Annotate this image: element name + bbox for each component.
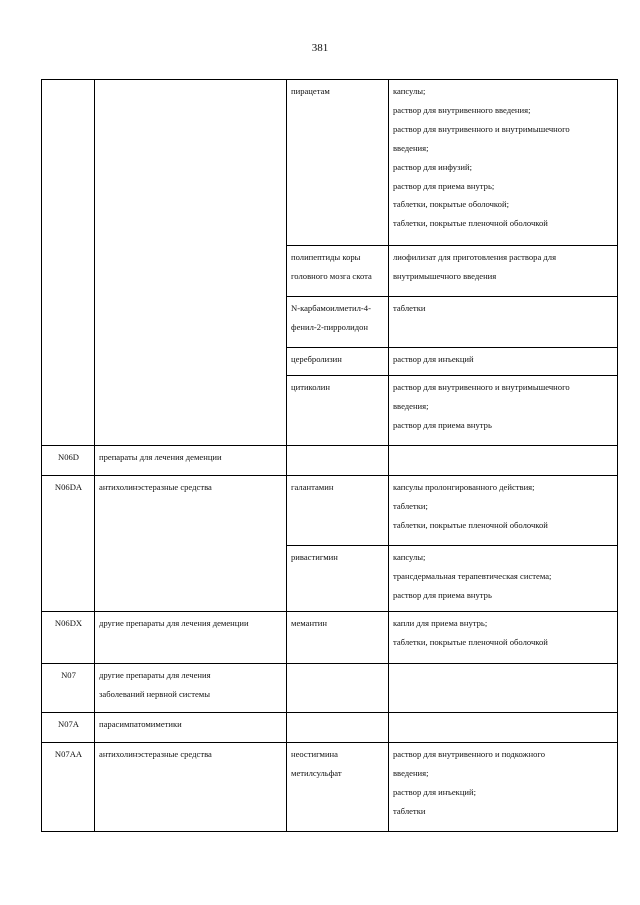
group-name: парасимпатомиметики	[99, 719, 182, 729]
group-name: препараты для лечения деменции	[99, 452, 222, 462]
drug-name: ривастигмин	[291, 552, 338, 562]
dosage-form: раствор для приема внутрь;	[393, 180, 495, 191]
atc-code-cell: N07	[42, 664, 95, 713]
group-cell	[95, 713, 287, 743]
table-row	[42, 80, 618, 246]
dosage-form: капли для приема внутрь;	[393, 618, 488, 628]
drug-cell	[287, 376, 389, 446]
table-row	[42, 664, 618, 713]
dosage-form: раствор для внутривенного введения;	[393, 104, 531, 115]
drug-name: мемантин	[291, 618, 327, 628]
drug-name: головного мозга скота	[291, 270, 372, 281]
drug-cell	[287, 664, 389, 713]
drug-cell	[287, 80, 389, 246]
atc-code-cell: N06DA	[42, 476, 95, 612]
drug-cell	[287, 546, 389, 612]
dosage-form: таблетки;	[393, 500, 428, 511]
dosage-form: раствор для приема внутрь	[393, 419, 492, 430]
dosage-forms-cell	[389, 446, 618, 476]
group-cell	[95, 446, 287, 476]
dosage-forms-cell	[389, 376, 618, 446]
table-row	[42, 476, 618, 546]
dosage-forms-cell	[389, 546, 618, 612]
group-cell	[95, 476, 287, 612]
dosage-form: раствор для внутривенного и внутримышечного	[393, 123, 570, 134]
dosage-form: раствор для приема внутрь	[393, 589, 492, 600]
dosage-forms-cell	[389, 612, 618, 664]
dosage-form: раствор для внутривенного и внутримышечного	[393, 382, 570, 392]
page-number: 381	[311, 42, 329, 54]
atc-code-cell: N06DX	[42, 612, 95, 664]
dosage-form: раствор для инфузий;	[393, 161, 473, 172]
drug-name: церебролизин	[291, 354, 342, 364]
group-cell	[95, 80, 287, 446]
dosage-form: раствор для инъекций	[393, 354, 474, 364]
dosage-form: раствор для внутривенного и подкожного	[393, 749, 545, 759]
drug-cell	[287, 348, 389, 376]
drug-cell	[287, 743, 389, 832]
table-row	[42, 713, 618, 743]
atc-code-cell: N07A	[42, 713, 95, 743]
drug-cell	[287, 476, 389, 546]
dosage-form: таблетки, покрытые пленочной оболочкой	[393, 519, 548, 530]
drug-cell	[287, 713, 389, 743]
dosage-form: капсулы;	[393, 86, 426, 96]
group-name: другие препараты для лечения	[99, 670, 211, 680]
group-cell	[95, 612, 287, 664]
group-cell	[95, 743, 287, 832]
group-cell	[95, 664, 287, 713]
group-name: другие препараты для лечения деменции	[99, 618, 249, 628]
dosage-form: введения;	[393, 767, 429, 778]
dosage-form: введения;	[393, 400, 429, 411]
dosage-forms-cell	[389, 348, 618, 376]
table-row	[42, 446, 618, 476]
dosage-form: капсулы пролонгированного действия;	[393, 482, 535, 492]
drug-name: цитиколин	[291, 382, 330, 392]
drug-name: пирацетам	[291, 86, 330, 96]
dosage-forms-cell	[389, 743, 618, 832]
table-row	[42, 743, 618, 832]
drug-name: N-карбамоилметил-4-	[291, 303, 371, 313]
dosage-forms-cell	[389, 664, 618, 713]
dosage-forms-cell	[389, 80, 618, 246]
drug-cell	[287, 612, 389, 664]
atc-code-cell: N06D	[42, 446, 95, 476]
dosage-form: таблетки, покрытые пленочной оболочкой	[393, 218, 548, 229]
dosage-form: введения;	[393, 142, 429, 153]
drug-classification-table	[41, 79, 618, 832]
drug-cell	[287, 297, 389, 348]
drug-name: метилсульфат	[291, 767, 342, 778]
dosage-forms-cell	[389, 476, 618, 546]
dosage-form: раствор для инъекций;	[393, 786, 477, 797]
dosage-form: трансдермальная терапевтическая система;	[393, 570, 552, 581]
dosage-form: таблетки	[393, 805, 426, 816]
group-name: антихолинэстеразные средства	[99, 482, 212, 492]
drug-cell	[287, 246, 389, 297]
drug-name: неостигмина	[291, 749, 338, 759]
group-name: заболеваний нервной системы	[99, 688, 210, 699]
dosage-forms-cell	[389, 246, 618, 297]
dosage-form: внутримышечного введения	[393, 270, 497, 281]
atc-code-cell: N07AA	[42, 743, 95, 832]
dosage-forms-cell	[389, 297, 618, 348]
dosage-form: таблетки, покрытые пленочной оболочкой	[393, 636, 548, 647]
drug-name: галантамин	[291, 482, 334, 492]
dosage-form: лиофилизат для приготовления раствора для	[393, 252, 557, 262]
dosage-form: таблетки, покрытые оболочкой;	[393, 199, 509, 210]
drug-name: полипептиды коры	[291, 252, 361, 262]
atc-code-cell	[42, 80, 95, 446]
dosage-form: капсулы;	[393, 552, 426, 562]
group-name: антихолинэстеразные средства	[99, 749, 212, 759]
dosage-forms-cell	[389, 713, 618, 743]
table-row	[42, 612, 618, 664]
drug-name: фенил-2-пирролидон	[291, 321, 369, 332]
dosage-form: таблетки	[393, 303, 426, 313]
drug-cell	[287, 446, 389, 476]
